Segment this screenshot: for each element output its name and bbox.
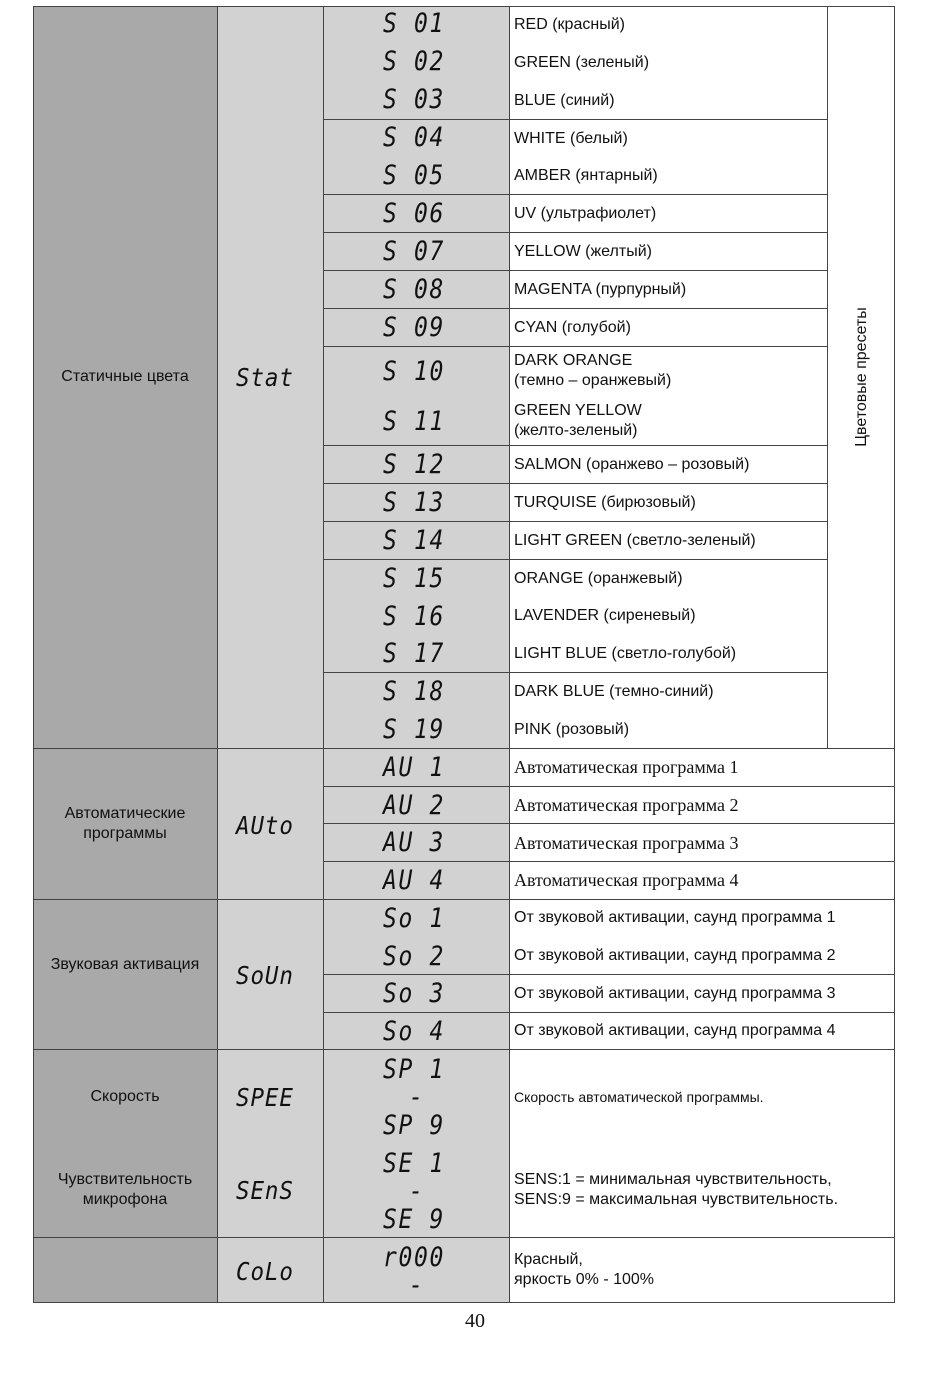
value-description: MAGENTA (пурпурный)	[514, 281, 687, 298]
value-code: So 4	[383, 1016, 446, 1047]
value-description: BLUE (синий)	[514, 92, 615, 109]
value-description: LIGHT BLUE (светло-голубой)	[514, 645, 737, 662]
value-code: S 19	[383, 714, 446, 745]
value-code: AU 3	[383, 827, 446, 858]
value-description: YELLOW (желтый)	[514, 243, 652, 260]
border-right	[894, 6, 895, 1302]
section-separator	[33, 899, 895, 900]
color-dash: -	[409, 1270, 425, 1301]
row-separator	[323, 861, 895, 862]
table-top-border	[33, 6, 895, 7]
page-number: 40	[465, 1310, 485, 1332]
value-code: S 04	[383, 122, 446, 153]
value-code: S 13	[383, 487, 446, 518]
section-sound-name: Звуковая активация	[50, 956, 200, 973]
value-code: So 1	[383, 903, 446, 934]
value-description: От звуковой активации, саунд программа 1	[514, 909, 836, 926]
value-description: От звуковой активации, саунд программа 3	[514, 985, 836, 1002]
value-code: S 18	[383, 676, 446, 707]
value-code: S 01	[383, 8, 446, 39]
speed-description: Скорость автоматической программы.	[514, 1089, 764, 1105]
value-code: S 17	[383, 638, 446, 669]
value-description: AMBER (янтарный)	[514, 167, 658, 184]
group-separator	[323, 559, 827, 560]
value-description: LIGHT GREEN (светло-зеленый)	[514, 532, 756, 549]
value-description: PINK (розовый)	[514, 721, 630, 738]
value-code: S 11	[383, 406, 446, 437]
mode-code-auto: AUto	[236, 811, 294, 840]
section-static-name: Статичные цвета	[61, 368, 189, 385]
speed-dash: -	[409, 1082, 425, 1113]
mode-code-speed: SPEE	[236, 1083, 294, 1112]
value-description: GREEN YELLOW	[514, 402, 642, 419]
value-description: LAVENDER (сиреневый)	[514, 607, 696, 624]
section-separator	[33, 1049, 895, 1050]
value-description: Автоматическая программа 3	[514, 833, 739, 853]
mode-code-static: Stat	[236, 363, 294, 392]
value-description: Автоматическая программа 4	[514, 870, 739, 890]
color-description-line2: яркость 0% - 100%	[514, 1271, 655, 1288]
color-description-line1: Красный,	[514, 1251, 583, 1268]
sens-description-line1: SENS:1 = минимальная чувствительность,	[514, 1171, 832, 1188]
border-presets	[827, 6, 828, 748]
table-bottom-border	[33, 1302, 895, 1303]
value-description: TURQUISE (бирюзовый)	[514, 494, 696, 511]
value-description: RED (красный)	[514, 16, 625, 33]
sens-description-line2: SENS:9 = максимальная чувствительность.	[514, 1191, 839, 1208]
group-separator	[323, 232, 827, 233]
value-description: GREEN (зеленый)	[514, 54, 650, 71]
value-code: AU 1	[383, 752, 446, 783]
value-code: S 16	[383, 601, 446, 632]
mode-code-sound: SoUn	[236, 961, 294, 990]
value-code: S 03	[383, 84, 446, 115]
value-code: S 12	[383, 449, 446, 480]
group-separator	[323, 346, 827, 347]
border-col2	[323, 6, 324, 1302]
value-description: ORANGE (оранжевый)	[514, 570, 683, 587]
group-separator	[323, 270, 827, 271]
section-speed-name: Скорость	[90, 1088, 160, 1105]
value-description: От звуковой активации, саунд программа 4	[514, 1022, 836, 1039]
border-col3	[509, 6, 510, 1302]
value-code: S 02	[383, 46, 446, 77]
value-code: S 06	[383, 198, 446, 229]
section-auto-name-line1: Автоматические	[64, 805, 186, 822]
value-code: S 15	[383, 563, 446, 594]
group-separator	[323, 483, 827, 484]
row-separator	[323, 974, 895, 975]
section-sens-name-line1: Чувствительность	[57, 1171, 193, 1188]
row-separator	[323, 786, 895, 787]
group-separator	[323, 672, 827, 673]
section-separator	[33, 748, 895, 749]
value-description-line2: (желто-зеленый)	[514, 422, 638, 439]
row-separator	[323, 1012, 895, 1013]
value-description: SALMON (оранжево – розовый)	[514, 456, 750, 473]
sens-dash: -	[409, 1176, 425, 1207]
value-description: DARK BLUE (темно-синий)	[514, 683, 714, 700]
value-code: S 07	[383, 236, 446, 267]
value-description: Автоматическая программа 1	[514, 757, 739, 777]
section-sens-name-line2: микрофона	[82, 1191, 168, 1208]
color-code: r000	[383, 1242, 446, 1273]
speed-code-to: SP 9	[383, 1110, 446, 1141]
value-description: UV (ультрафиолет)	[514, 205, 657, 222]
sens-code-from: SE 1	[383, 1148, 446, 1179]
group-separator	[323, 119, 827, 120]
group-separator	[323, 521, 827, 522]
value-code: AU 2	[383, 790, 446, 821]
value-code: S 08	[383, 274, 446, 305]
group-separator	[323, 308, 827, 309]
mode-code-sens: SEnS	[236, 1176, 294, 1205]
group-separator	[323, 194, 827, 195]
section-name-column	[33, 6, 217, 1302]
value-code: So 2	[383, 941, 446, 972]
speed-code-from: SP 1	[383, 1054, 446, 1085]
value-description: CYAN (голубой)	[514, 319, 631, 336]
section-auto-name-line2: программы	[83, 825, 167, 842]
value-code: AU 4	[383, 865, 446, 896]
value-code: S 05	[383, 160, 446, 191]
row-separator	[323, 823, 895, 824]
value-description: От звуковой активации, саунд программа 2	[514, 947, 836, 964]
value-description-line2: (темно – оранжевый)	[514, 372, 672, 389]
group-separator	[323, 445, 827, 446]
value-code: S 14	[383, 525, 446, 556]
sens-code-to: SE 9	[383, 1204, 446, 1235]
value-code: S 10	[383, 356, 446, 387]
border-left	[33, 6, 34, 1302]
presets-label: Цветовые пресеты	[853, 307, 870, 447]
value-description: Автоматическая программа 2	[514, 795, 739, 815]
value-description: WHITE (белый)	[514, 130, 628, 147]
value-code: So 3	[383, 978, 446, 1009]
value-code: S 09	[383, 312, 446, 343]
border-col1	[217, 6, 218, 1302]
mode-code-color: CoLo	[236, 1257, 294, 1286]
value-description: DARK ORANGE	[514, 352, 633, 369]
section-separator	[33, 1237, 895, 1238]
